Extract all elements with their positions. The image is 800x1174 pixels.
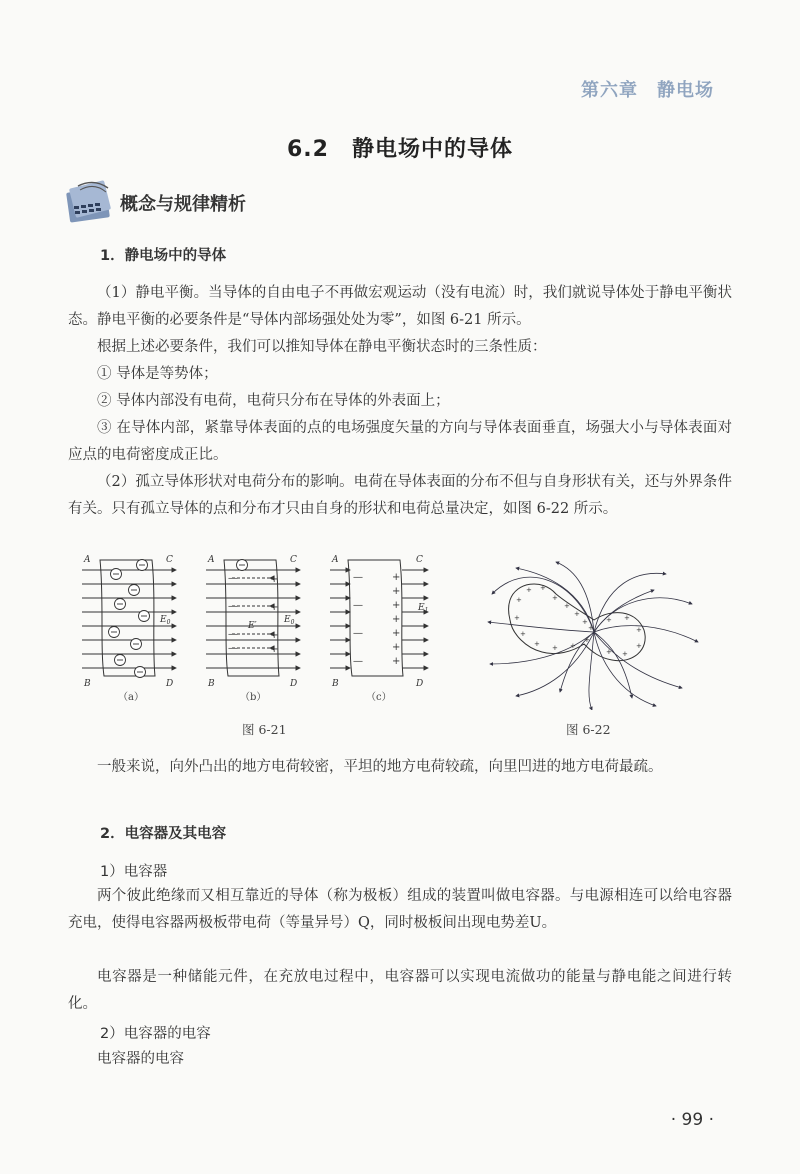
- subsection-capacitance: 2）电容器的电容: [100, 1026, 211, 1042]
- label-C-c: C: [416, 555, 423, 565]
- chapter-header: 第六章 静电场: [581, 80, 714, 101]
- svg-text:+: +: [392, 572, 401, 583]
- svg-text:+: +: [392, 600, 401, 611]
- svg-text:—: —: [228, 573, 238, 584]
- label-B-c: B: [332, 679, 339, 689]
- section1-paragraph-2: 根据上述必要条件，我们可以推知导体在静电平衡状态时的三条性质：: [97, 339, 547, 355]
- svg-text:—: —: [353, 656, 363, 667]
- svg-text:+: +: [534, 640, 540, 648]
- label-E0-a: $E_0$: [160, 615, 171, 626]
- svg-text:+: +: [570, 642, 576, 650]
- section2-paragraph-3: 电容器的电容: [97, 1051, 184, 1067]
- figure-6-21-c: [330, 555, 428, 689]
- section2-paragraph-2: 电容器是一种储能元件，在充放电过程中，电容器可以实现电流做功的能量与静电能之间进行转化。: [68, 969, 732, 1012]
- page-number: · 99 ·: [670, 1110, 714, 1130]
- svg-text:—: —: [353, 572, 363, 583]
- svg-text:+: +: [392, 656, 401, 667]
- svg-text:+: +: [526, 586, 532, 594]
- svg-text:—: —: [353, 600, 363, 611]
- label-Eprime-b: E′: [248, 621, 257, 631]
- section2-heading: 2．电容器及其电容: [100, 826, 227, 842]
- concept-label: 概念与规律精析: [120, 194, 246, 215]
- notebook-icon: [64, 176, 116, 226]
- subsection-capacitor: 1）电容器: [100, 864, 168, 880]
- svg-text:+: +: [588, 624, 594, 632]
- figure-6-22-caption: 图 6-22: [566, 722, 611, 737]
- property-item-2: ② 导体内部没有电荷，电荷只分布在导体的外表面上；: [97, 393, 450, 409]
- svg-text:+: +: [574, 610, 580, 618]
- svg-text:+: +: [606, 616, 612, 624]
- svg-text:+: +: [552, 644, 558, 652]
- label-E1-c: $E_1$: [418, 603, 429, 614]
- section1-paragraph-1: （1）静电平衡。当导体的自由电子不再做宏观运动（没有电流）时，我们就说导体处于静电平衡状态。静电平衡的必要条件是“导体内部场强处处为零”，如图 6-21 所示。: [68, 285, 732, 328]
- paragraph-charge-density: 一般来说，向外凸出的地方电荷较密，平坦的地方电荷较疏，向里凹进的地方电荷最疏。: [97, 759, 663, 775]
- label-A-b: A: [208, 555, 215, 565]
- label-C-b: C: [290, 555, 297, 565]
- svg-text:+: +: [392, 628, 401, 639]
- svg-text:—: —: [228, 601, 238, 612]
- subcaption-c: （c）: [366, 692, 392, 703]
- label-A-c: A: [332, 555, 339, 565]
- figure-6-22: [486, 560, 706, 710]
- svg-text:+: +: [516, 596, 522, 604]
- svg-text:+: +: [622, 650, 628, 658]
- label-D-c: D: [416, 679, 424, 689]
- svg-text:—: —: [228, 629, 238, 640]
- subcaption-a: （a）: [118, 692, 144, 703]
- svg-text:+: +: [270, 644, 279, 655]
- figure-6-21-caption: 图 6-21: [242, 722, 287, 737]
- svg-text:+: +: [520, 630, 526, 638]
- label-D-b: D: [290, 679, 298, 689]
- figure-6-21-a: [82, 555, 176, 689]
- label-A-a: A: [84, 555, 91, 565]
- svg-text:+: +: [564, 602, 570, 610]
- svg-text:+: +: [582, 618, 588, 626]
- label-D-a: D: [166, 679, 174, 689]
- svg-text:+: +: [552, 594, 558, 602]
- svg-text:+: +: [636, 626, 642, 634]
- svg-text:+: +: [584, 636, 590, 644]
- label-E0-b: $E_0$: [284, 615, 295, 626]
- subcaption-b: （b）: [240, 692, 267, 703]
- svg-text:+: +: [606, 648, 612, 656]
- svg-text:+: +: [392, 614, 401, 625]
- section1-paragraph-3: （2）孤立导体形状对电荷分布的影响。电荷在导体表面的分布不但与自身形状有关，还与外界条件有关。只有孤立导体的点和分布才只由自身的形状和电荷总量决定，如图 6-22 所示。: [68, 474, 732, 517]
- svg-text:+: +: [270, 574, 279, 585]
- svg-text:+: +: [624, 614, 630, 622]
- label-B-b: B: [208, 679, 215, 689]
- section1-heading: 1．静电场中的导体: [100, 248, 227, 264]
- property-item-3: ③ 在导体内部，紧靠导体表面的点的电场强度矢量的方向与导体表面垂直，场强大小与导体表面对应点的电荷密度成正比。: [68, 420, 732, 463]
- svg-text:+: +: [636, 642, 642, 650]
- section-title: 6.2 静电场中的导体: [287, 137, 513, 162]
- figure-6-21: [80, 548, 450, 708]
- svg-text:+: +: [514, 614, 520, 622]
- figure-6-21-b: [206, 555, 300, 689]
- svg-text:+: +: [540, 584, 546, 592]
- svg-text:—: —: [228, 643, 238, 654]
- svg-text:+: +: [392, 586, 401, 597]
- section2-paragraph-1: 两个彼此绝缘而又相互靠近的导体（称为极板）组成的装置叫做电容器。与电源相连可以给电容器充电，使得电容器两极板带电荷（等量异号）Q，同时极板间出现电势差U。: [68, 888, 732, 931]
- svg-text:+: +: [270, 630, 279, 641]
- property-item-1: ① 导体是等势体；: [97, 366, 218, 382]
- label-B-a: B: [84, 679, 91, 689]
- svg-text:+: +: [270, 602, 279, 613]
- svg-text:+: +: [392, 642, 401, 653]
- svg-text:—: —: [353, 628, 363, 639]
- label-C-a: C: [166, 555, 173, 565]
